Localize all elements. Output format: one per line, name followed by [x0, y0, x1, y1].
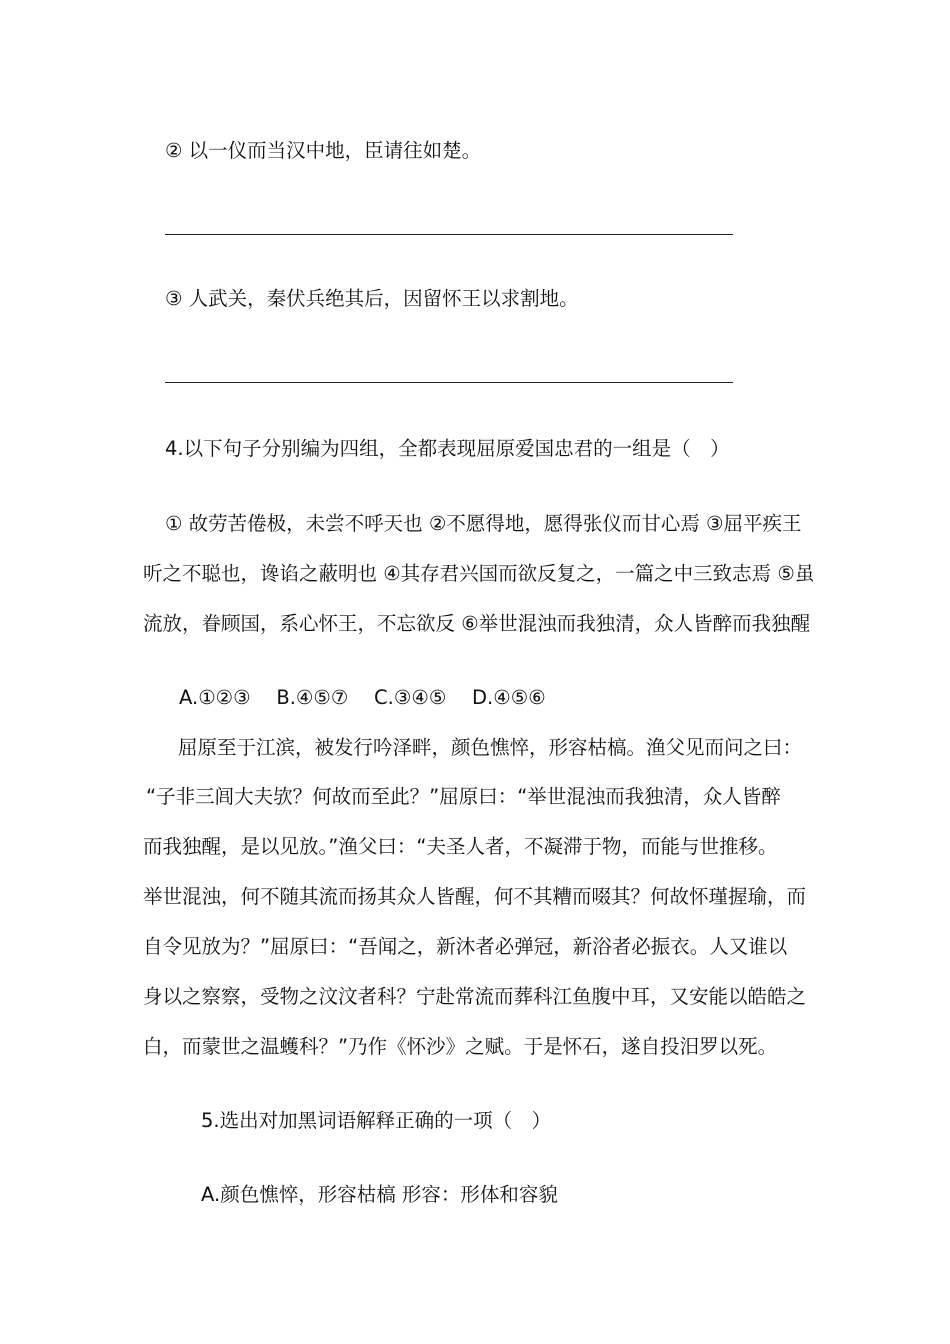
passage-line: 而我独醒，是以见放。”渔父曰：“夫圣人者，不凝滞于物，而能与世推移。 — [143, 835, 778, 858]
answer-blank-2[interactable] — [165, 382, 733, 383]
passage-line: 身以之察察，受物之汶汶者科？宁赴常流而葬科江鱼腹中耳，又安能以皓皓之 — [143, 985, 807, 1008]
q4-sentence-line: 听之不聪也，谗谄之蔽明也 ④其存君兴国而欲反复之，一篇之中三致志焉 ⑤虽 — [143, 562, 815, 585]
answer-blank-1[interactable] — [165, 234, 733, 235]
q4-sentence-line: 流放，眷顾国，系心怀王，不忘欲反 ⑥举世混浊而我独清，众人皆醉而我独醒 — [143, 612, 811, 635]
passage-line: 自令见放为？”屈原曰：“吾闻之，新沐者必弹冠，新浴者必振衣。人又谁以 — [143, 935, 788, 958]
passage-line: 屈原至于江滨，被发行吟泽畔，颜色憔悴，形容枯槁。渔父见而问之曰： — [178, 736, 803, 759]
q4-sentence-line: ① 故劳苦倦极，未尝不呼天也 ②不愿得地，愿得张仪而甘心焉 ③屈平疾王 — [165, 512, 802, 535]
passage-line: 举世混浊，何不随其流而扬其众人皆醒，何不其糟而啜其？何故怀瑾握瑜，而 — [143, 885, 807, 908]
q3-item-2: ② 以一仪而当汉中地，臣请往如楚。 — [165, 139, 482, 162]
q4-stem: 4.以下句子分别编为四组，全都表现屈原爱国忠君的一组是（ ） — [165, 437, 730, 460]
passage-line: “子非三闾大夫欤？何故而至此？”屈原曰：“举世混浊而我独清，众人皆醉 — [146, 785, 781, 808]
q3-item-3: ③ 人武关，秦伏兵绝其后，因留怀王以求割地。 — [165, 287, 579, 310]
q4-options: A.①②③ B.④⑤⑦ C.③④⑤ D.④⑤⑥ — [179, 686, 546, 709]
q5-stem: 5.选出对加黑词语解释正确的一项（ ） — [201, 1109, 552, 1132]
q5-option-a: A.颜色憔悴，形容枯槁 形容：形体和容貌 — [201, 1183, 558, 1206]
passage-line: 白，而蒙世之温蠖科？”乃作《怀沙》之赋。于是怀石，遂自投汨罗以死。 — [143, 1035, 778, 1058]
